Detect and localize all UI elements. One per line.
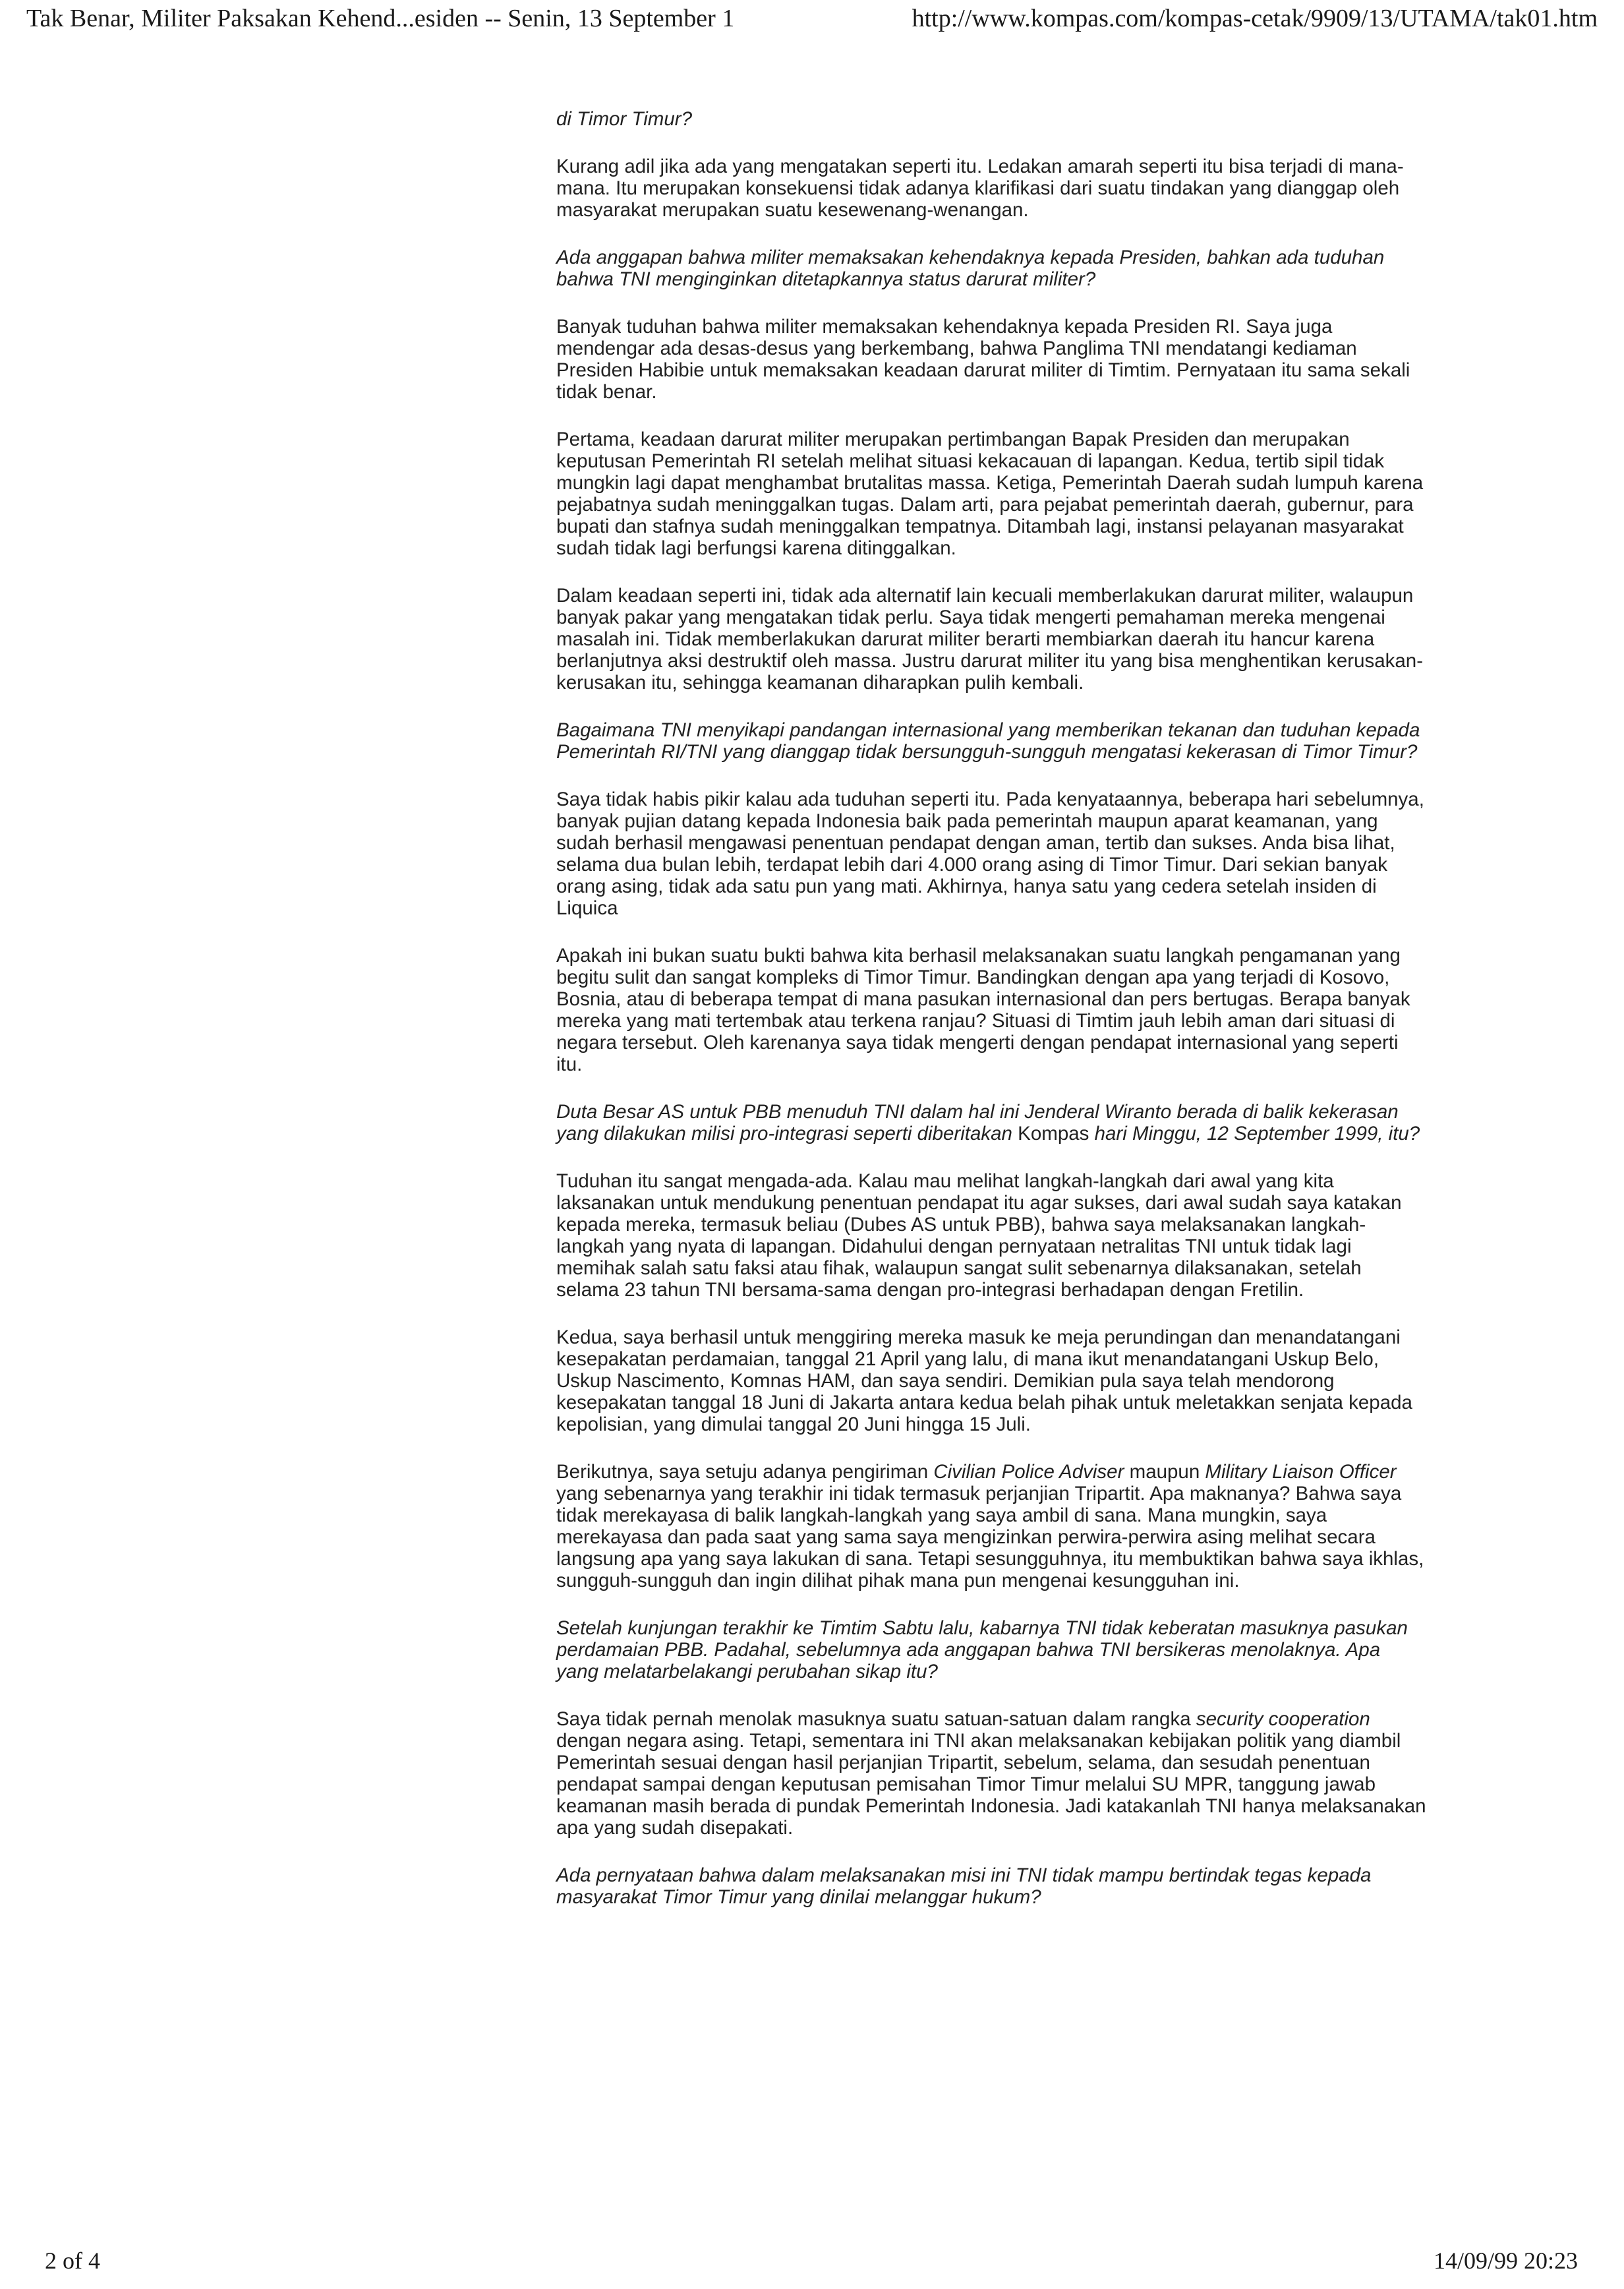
answer-paragraph: Kedua, saya berhasil untuk menggiring mereka masuk ke meja perundingan dan menandatangani kesepakatan perdamaian, tanggal 21 April yang lalu, di mana ikut menandatangani Uskup Belo, Uskup Nascimento, Komnas HAM, dan saya sendiri. Demikian pula saya telah mendorong kesepakatan tanggal 18 Juni di Jakarta antara kedua belah pihak untuk meletakkan senjata kepada kepolisian, yang dimulai tanggal 20 Juni hingga 15 Juli. bbox=[556, 1326, 1412, 1435]
answer-text: maupun bbox=[1124, 1461, 1205, 1483]
answer-paragraph: Tuduhan itu sangat mengada-ada. Kalau mau melihat langkah-langkah dari awal yang kita laksanakan untuk mendukung penentuan pendapat itu agar sukses, dari awal sudah saya katakan kepada mereka, termasuk beliau (Dubes AS untuk PBB), bahwa saya melaksanakan langkah-langkah yang nyata di lapangan. Didahului dengan pernyataan netralitas TNI untuk tidak lagi memihak salah satu faksi atau fihak, walaupun sangat sulit sebenarnya dilaksanakan, setelah selama 23 tahun TNI bersama-sama dengan pro-integrasi berhadapan dengan Fretilin. bbox=[556, 1170, 1402, 1301]
question-text: hari Minggu, 12 September 1999, itu? bbox=[1089, 1123, 1420, 1144]
question-paragraph bbox=[556, 1101, 1426, 1144]
answer-paragraph: Banyak tuduhan bahwa militer memaksakan kehendaknya kepada Presiden RI. Saya juga mendengar ada desas-desus yang berkembang, bahwa Panglima TNI mendatangi kediaman Presiden Habibie untuk memaksakan keadaan darurat militer di Timtim. Pernyataan itu sama sekali tidak benar. bbox=[556, 316, 1410, 403]
page-number: 2 of 4 bbox=[45, 2247, 100, 2274]
answer-paragraph: Kurang adil jika ada yang mengatakan seperti itu. Ledakan amarah seperti itu bisa terjadi di mana-mana. Itu merupakan konsekuensi tidak adanya klarifikasi dari suatu tindakan yang dianggap oleh masyarakat merupakan suatu kesewenang-wenangan. bbox=[556, 156, 1404, 221]
print-header bbox=[26, 4, 1598, 50]
question-text: Duta Besar AS untuk PBB menuduh TNI dalam hal ini Jenderal Wiranto berada di balik kekerasan yang dilakukan milisi pro-integrasi seperti diberitakan bbox=[556, 1101, 1399, 1144]
answer-paragraph: Dalam keadaan seperti ini, tidak ada alternatif lain kecuali memberlakukan darurat militer, walaupun banyak pakar yang mengatakan tidak perlu. Saya tidak mengerti pemahaman mereka mengenai masalah ini. Tidak memberlakukan darurat militer berarti membiarkan daerah itu hancur karena berlanjutnya aksi destruktif oleh massa. Justru darurat militer itu yang bisa menghentikan kerusakan-kerusakan itu, sehingga keamanan diharapkan pulih kembali. bbox=[556, 585, 1424, 694]
question-paragraph: Bagaimana TNI menyikapi pandangan internasional yang memberikan tekanan dan tuduhan kepada Pemerintah RI/TNI yang dianggap tidak bersungguh-sungguh mengatasi kekerasan di Timor Timur? bbox=[556, 719, 1420, 763]
answer-paragraph bbox=[556, 1708, 1426, 1839]
page-url: http://www.kompas.com/kompas-cetak/9909/13/UTAMA/tak01.htm bbox=[912, 5, 1598, 32]
answer-text: Berikutnya, saya setuju adanya pengiriman bbox=[556, 1461, 934, 1483]
term-italic: Civilian Police Adviser bbox=[933, 1461, 1124, 1483]
question-paragraph: Ada pernyataan bahwa dalam melaksanakan misi ini TNI tidak mampu bertindak tegas kepada masyarakat Timor Timur yang dinilai melanggar hukum? bbox=[556, 1864, 1372, 1908]
print-footer bbox=[45, 2242, 1578, 2274]
newspaper-name: Kompas bbox=[1018, 1123, 1089, 1144]
question-paragraph: Setelah kunjungan terakhir ke Timtim Sabtu lalu, kabarnya TNI tidak keberatan masuknya pasukan perdamaian PBB. Padahal, sebelumnya ada anggapan bahwa TNI bersikeras menolaknya. Apa yang melatarbelakangi perubahan sikap itu? bbox=[556, 1617, 1408, 1682]
answer-text: yang sebenarnya yang terakhir ini tidak termasuk perjanjian Tripartit. Apa maknanya? Bahwa saya tidak merekayasa di balik langkah-langkah yang saya ambil di sana. Mana mungkin, saya merekayasa dan pada saat yang sama saya mengizinkan perwira-perwira asing melihat secara langsung apa yang saya lakukan di sana. Tetapi sesungguhnya, itu membuktikan bahwa saya ikhlas, sungguh-sungguh dan ingin dilihat pihak mana pun mengenai kesungguhan ini. bbox=[556, 1483, 1424, 1591]
term-italic: Military Liaison Officer bbox=[1205, 1461, 1397, 1483]
print-datetime: 14/09/99 20:23 bbox=[1433, 2247, 1578, 2274]
page-title: Tak Benar, Militer Paksakan Kehend...esiden -- Senin, 13 September 1 bbox=[26, 5, 735, 32]
question-paragraph: Ada anggapan bahwa militer memaksakan kehendaknya kepada Presiden, bahkan ada tuduhan bahwa TNI menginginkan ditetapkannya status darurat militer? bbox=[556, 247, 1385, 290]
article-body bbox=[556, 108, 1426, 1934]
term-italic: security cooperation bbox=[1196, 1708, 1370, 1730]
answer-paragraph: Pertama, keadaan darurat militer merupakan pertimbangan Bapak Presiden dan merupakan keputusan Pemerintah RI setelah melihat situasi kekacauan di lapangan. Kedua, tertib sipil tidak mungkin lagi dapat menghambat brutalitas massa. Ketiga, Pemerintah Daerah sudah lumpuh karena pejabatnya sudah meninggalkan tugas. Dalam arti, para pejabat pemerintah daerah, gubernur, para bupati dan stafnya sudah meninggalkan tempatnya. Ditambah lagi, instansi pelayanan masyarakat sudah tidak lagi berfungsi karena ditinggalkan. bbox=[556, 429, 1424, 559]
answer-paragraph: Saya tidak habis pikir kalau ada tuduhan seperti itu. Pada kenyataannya, beberapa hari sebelumnya, banyak pujian datang kepada Indonesia baik pada pemerintah maupun aparat keamanan, yang sudah berhasil mengawasi penentuan pendapat dengan aman, tertib dan sukses. Anda bisa lihat, selama dua bulan lebih, terdapat lebih dari 4.000 orang asing di Timor Timur. Dari sekian banyak orang asing, tidak ada satu pun yang mati. Akhirnya, hanya satu yang cedera setelah insiden di Liquica bbox=[556, 788, 1424, 919]
answer-text: dengan negara asing. Tetapi, sementara ini TNI akan melaksanakan kebijakan politik yang diambil Pemerintah sesuai dengan hasil perjanjian Tripartit, sebelum, selama, dan sesudah penentuan pendapat sampai dengan keputusan pemisahan Timor Timur melalui SU MPR, tanggung jawab keamanan masih berada di pundak Pemerintah Indonesia. Jadi katakanlah TNI hanya melaksanakan apa yang sudah disepakati. bbox=[556, 1730, 1426, 1839]
answer-text: Saya tidak pernah menolak masuknya suatu satuan-satuan dalam rangka bbox=[556, 1708, 1196, 1730]
answer-paragraph bbox=[556, 1461, 1426, 1591]
question-continuation: di Timor Timur? bbox=[556, 108, 692, 130]
answer-paragraph: Apakah ini bukan suatu bukti bahwa kita berhasil melaksanakan suatu langkah pengamanan yang begitu sulit dan sangat kompleks di Timor Timur. Bandingkan dengan apa yang terjadi di Kosovo, Bosnia, atau di beberapa tempat di mana pasukan internasional dan pers bertugas. Berapa banyak mereka yang mati tertembak atau terkena ranjau? Situasi di Timtim jauh lebih aman dari situasi di negara tersebut. Oleh karenanya saya tidak mengerti dengan pendapat internasional yang seperti itu. bbox=[556, 945, 1410, 1075]
